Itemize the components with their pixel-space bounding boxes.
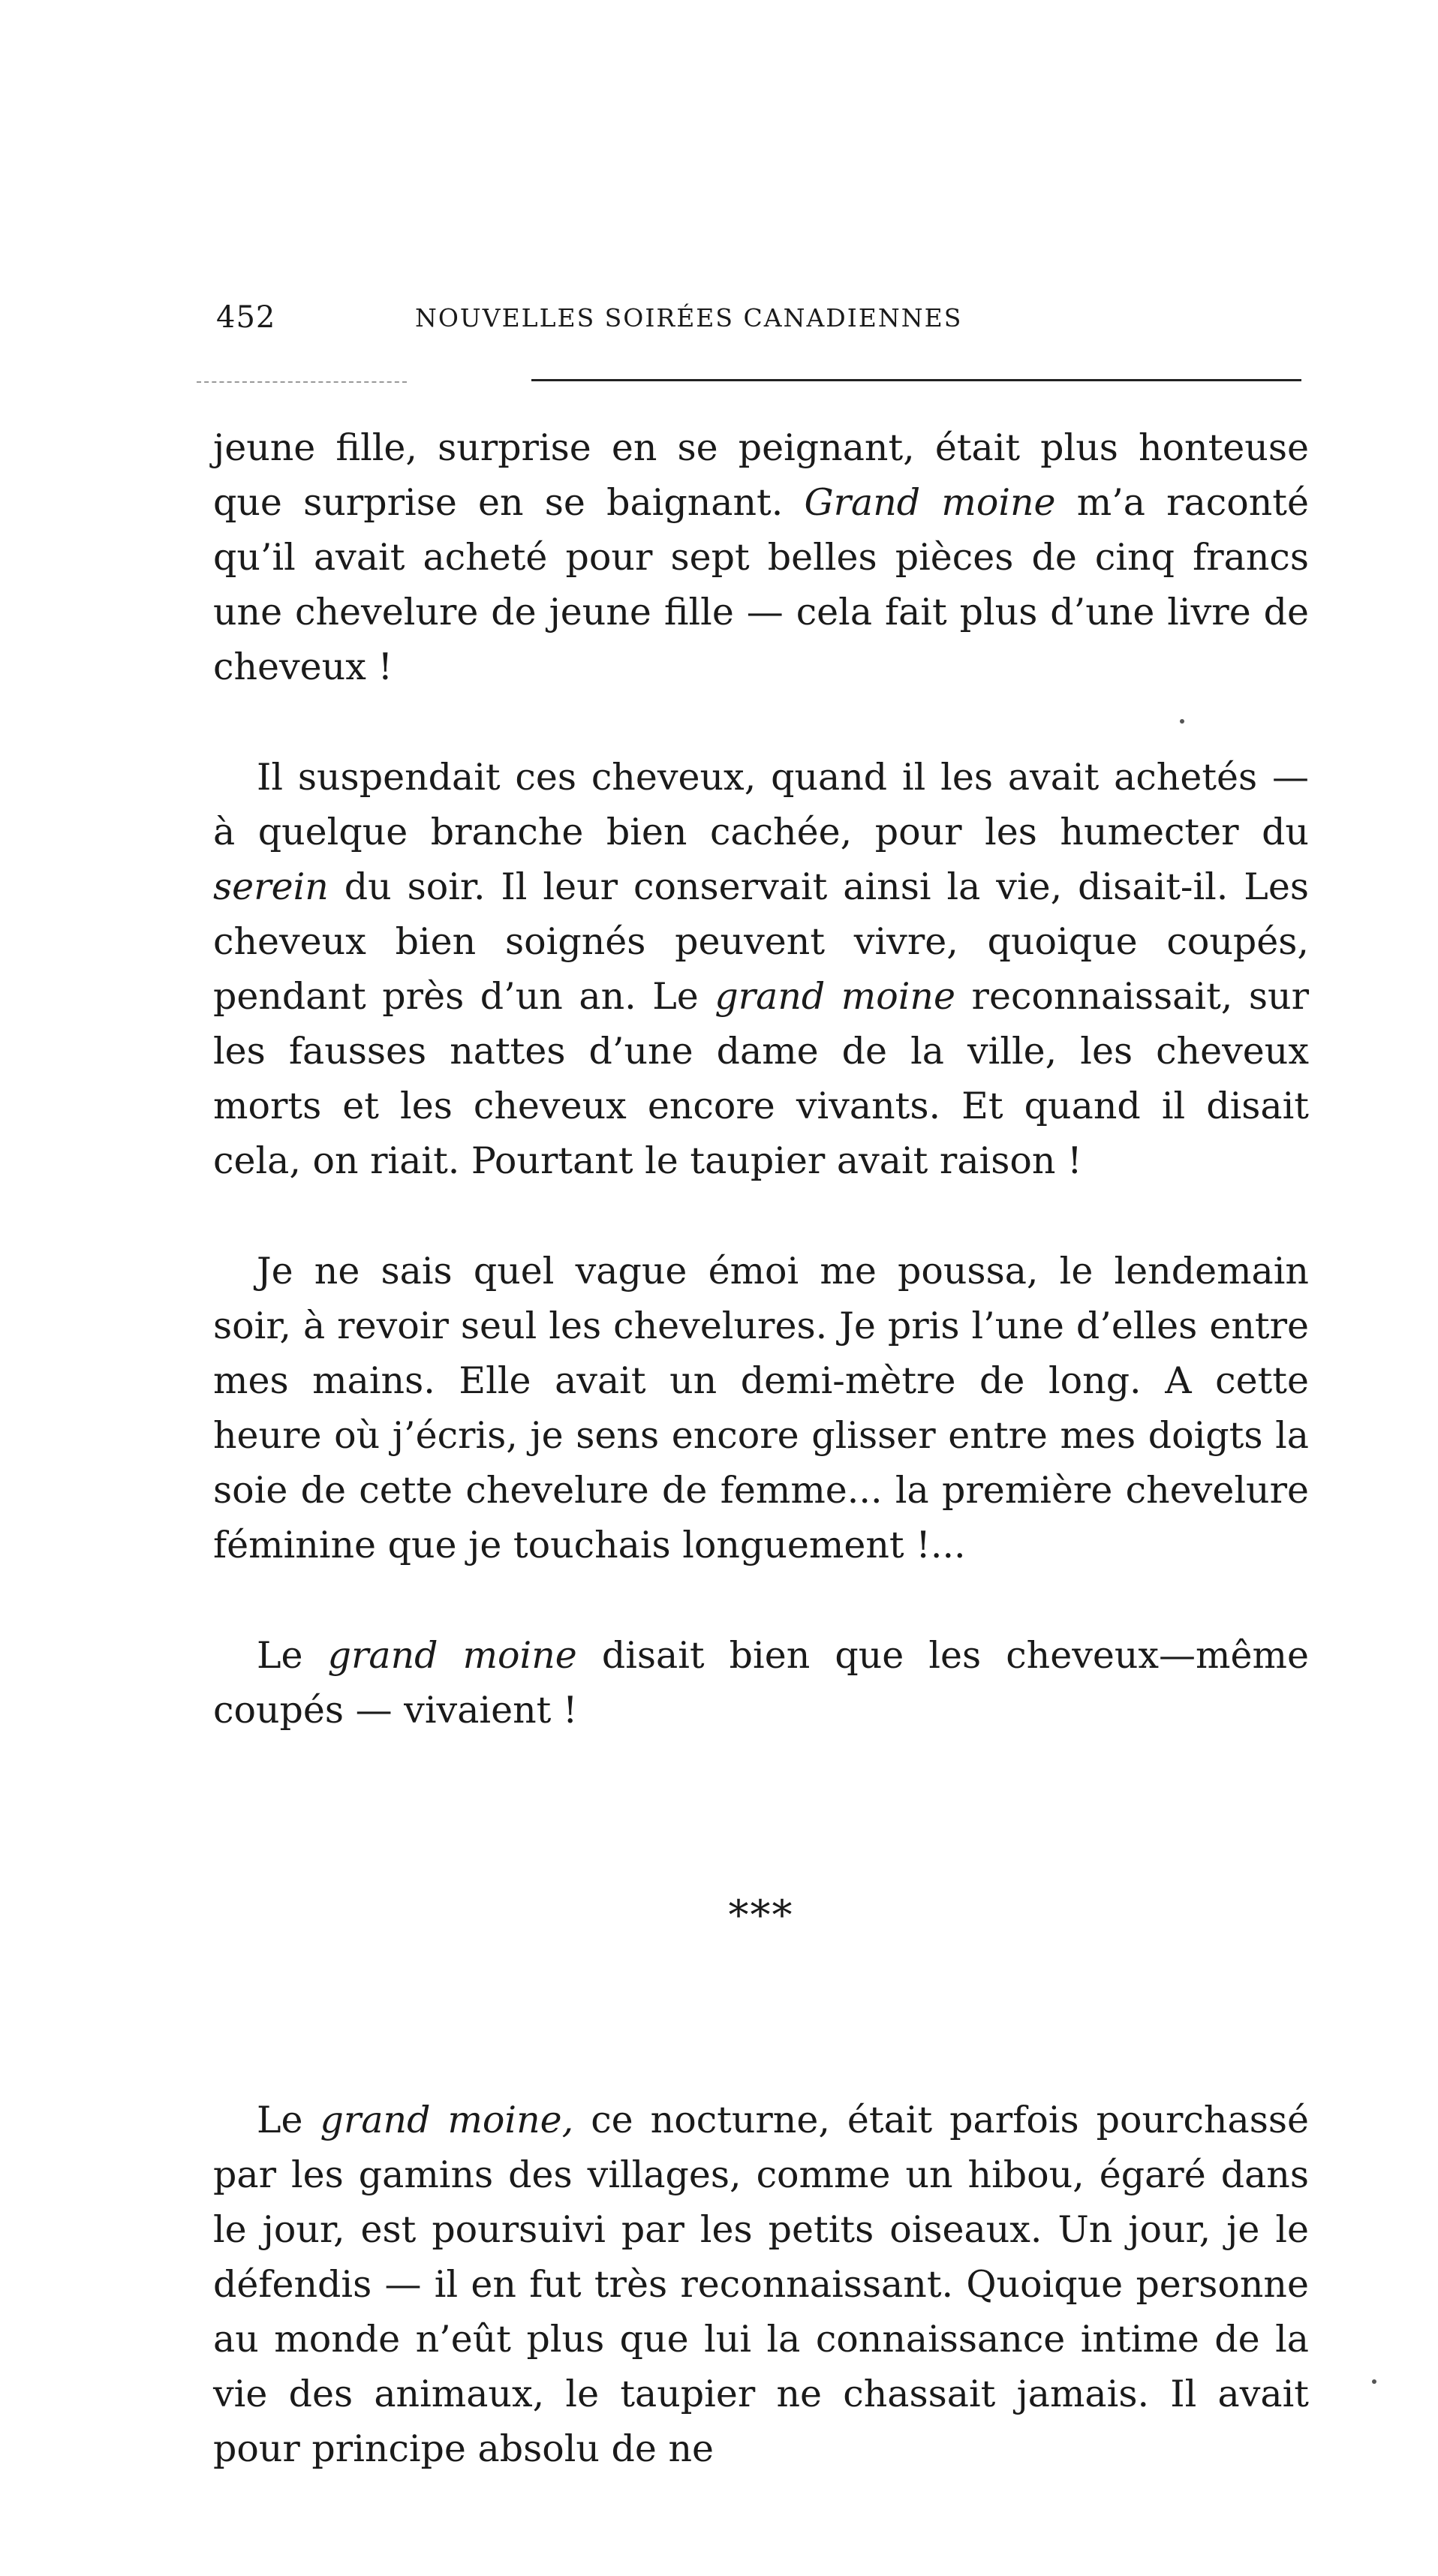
- section-separator: ***: [728, 1891, 794, 1939]
- body-text: [213, 420, 1309, 2476]
- paragraph-3: [213, 1244, 1309, 1572]
- page-header: [216, 300, 1312, 345]
- italic-term: grand moine: [714, 975, 955, 1018]
- italic-term: grand moine,: [320, 2099, 574, 2141]
- text-segment: Je ne sais quel vague émoi me poussa, le lendemain soir, à revoir seul les chevelures. Je pris l’une d’elles entre mes mains. Elle avait un demi-mètre de long. A cette heure où j’écris, je sens encore glisser entre mes doigts la soie de cette chevelure de femme... la première chevelure féminine que je touchais longuement !...: [213, 1250, 1309, 1566]
- paragraph-gap: [213, 1572, 1309, 1628]
- paragraph-4: [213, 1628, 1309, 1738]
- text-segment: Le: [257, 1634, 328, 1677]
- italic-term: grand moine: [327, 1634, 577, 1677]
- header-rule: [531, 379, 1301, 381]
- paragraph-gap: [213, 694, 1309, 750]
- section-gap: [213, 1943, 1309, 2093]
- paragraph-1: [213, 420, 1309, 694]
- italic-term: Grand moine: [804, 481, 1056, 524]
- paragraph-2: [213, 750, 1309, 1188]
- text-segment: Il suspendait ces cheveux, quand il les avait achetés — à quelque branche bien cachée, pour les humecter du: [213, 756, 1309, 853]
- header-rule-faint: [197, 381, 407, 383]
- text-segment: jeune fille, surprise en se peignant, était plus honteuse que surprise en se baignant.: [213, 426, 1309, 524]
- paragraph-gap: [213, 1188, 1309, 1244]
- page-number: 452: [216, 300, 276, 335]
- text-segment: disait bien que les cheveux—même coupés — vivaient !: [213, 1634, 1309, 1732]
- text-segment: m’a raconté qu’il avait acheté pour sept belles pièces de cinq francs une chevelure de jeune fille — cela fait plus d’une livre de cheveux !: [213, 481, 1309, 688]
- text-segment: reconnaissait, sur les fausses nattes d’une dame de la ville, les cheveux morts et les cheveux encore vivants. Et quand il disait cela, on riait. Pourtant le taupier avait raison !: [213, 975, 1309, 1182]
- text-segment: du soir. Il leur conservait ainsi la vie, disait-il. Les cheveux bien soignés peuvent vivre, quoique coupés, pendant près d’un an. Le: [213, 865, 1309, 1018]
- ink-speck: [1372, 2379, 1376, 2384]
- running-title: NOUVELLES SOIRÉES CANADIENNES: [415, 303, 963, 333]
- text-segment: ce nocturne, était parfois pourchassé par les gamins des villages, comme un hibou, égaré dans le jour, est poursuivi par les petits oiseaux. Un jour, je le défendis — il en fut très reconnaissant. Quoique personne au monde n’eût plus que lui la connaissance intime de la vie des animaux, le taupier ne chassait jamais. Il avait pour principe absolu de ne: [213, 2099, 1309, 2470]
- italic-term: serein: [213, 865, 329, 908]
- ink-speck: [1180, 719, 1184, 724]
- paragraph-5: [213, 2093, 1309, 2476]
- text-segment: Le: [257, 2099, 320, 2141]
- section-gap: [213, 1738, 1309, 1888]
